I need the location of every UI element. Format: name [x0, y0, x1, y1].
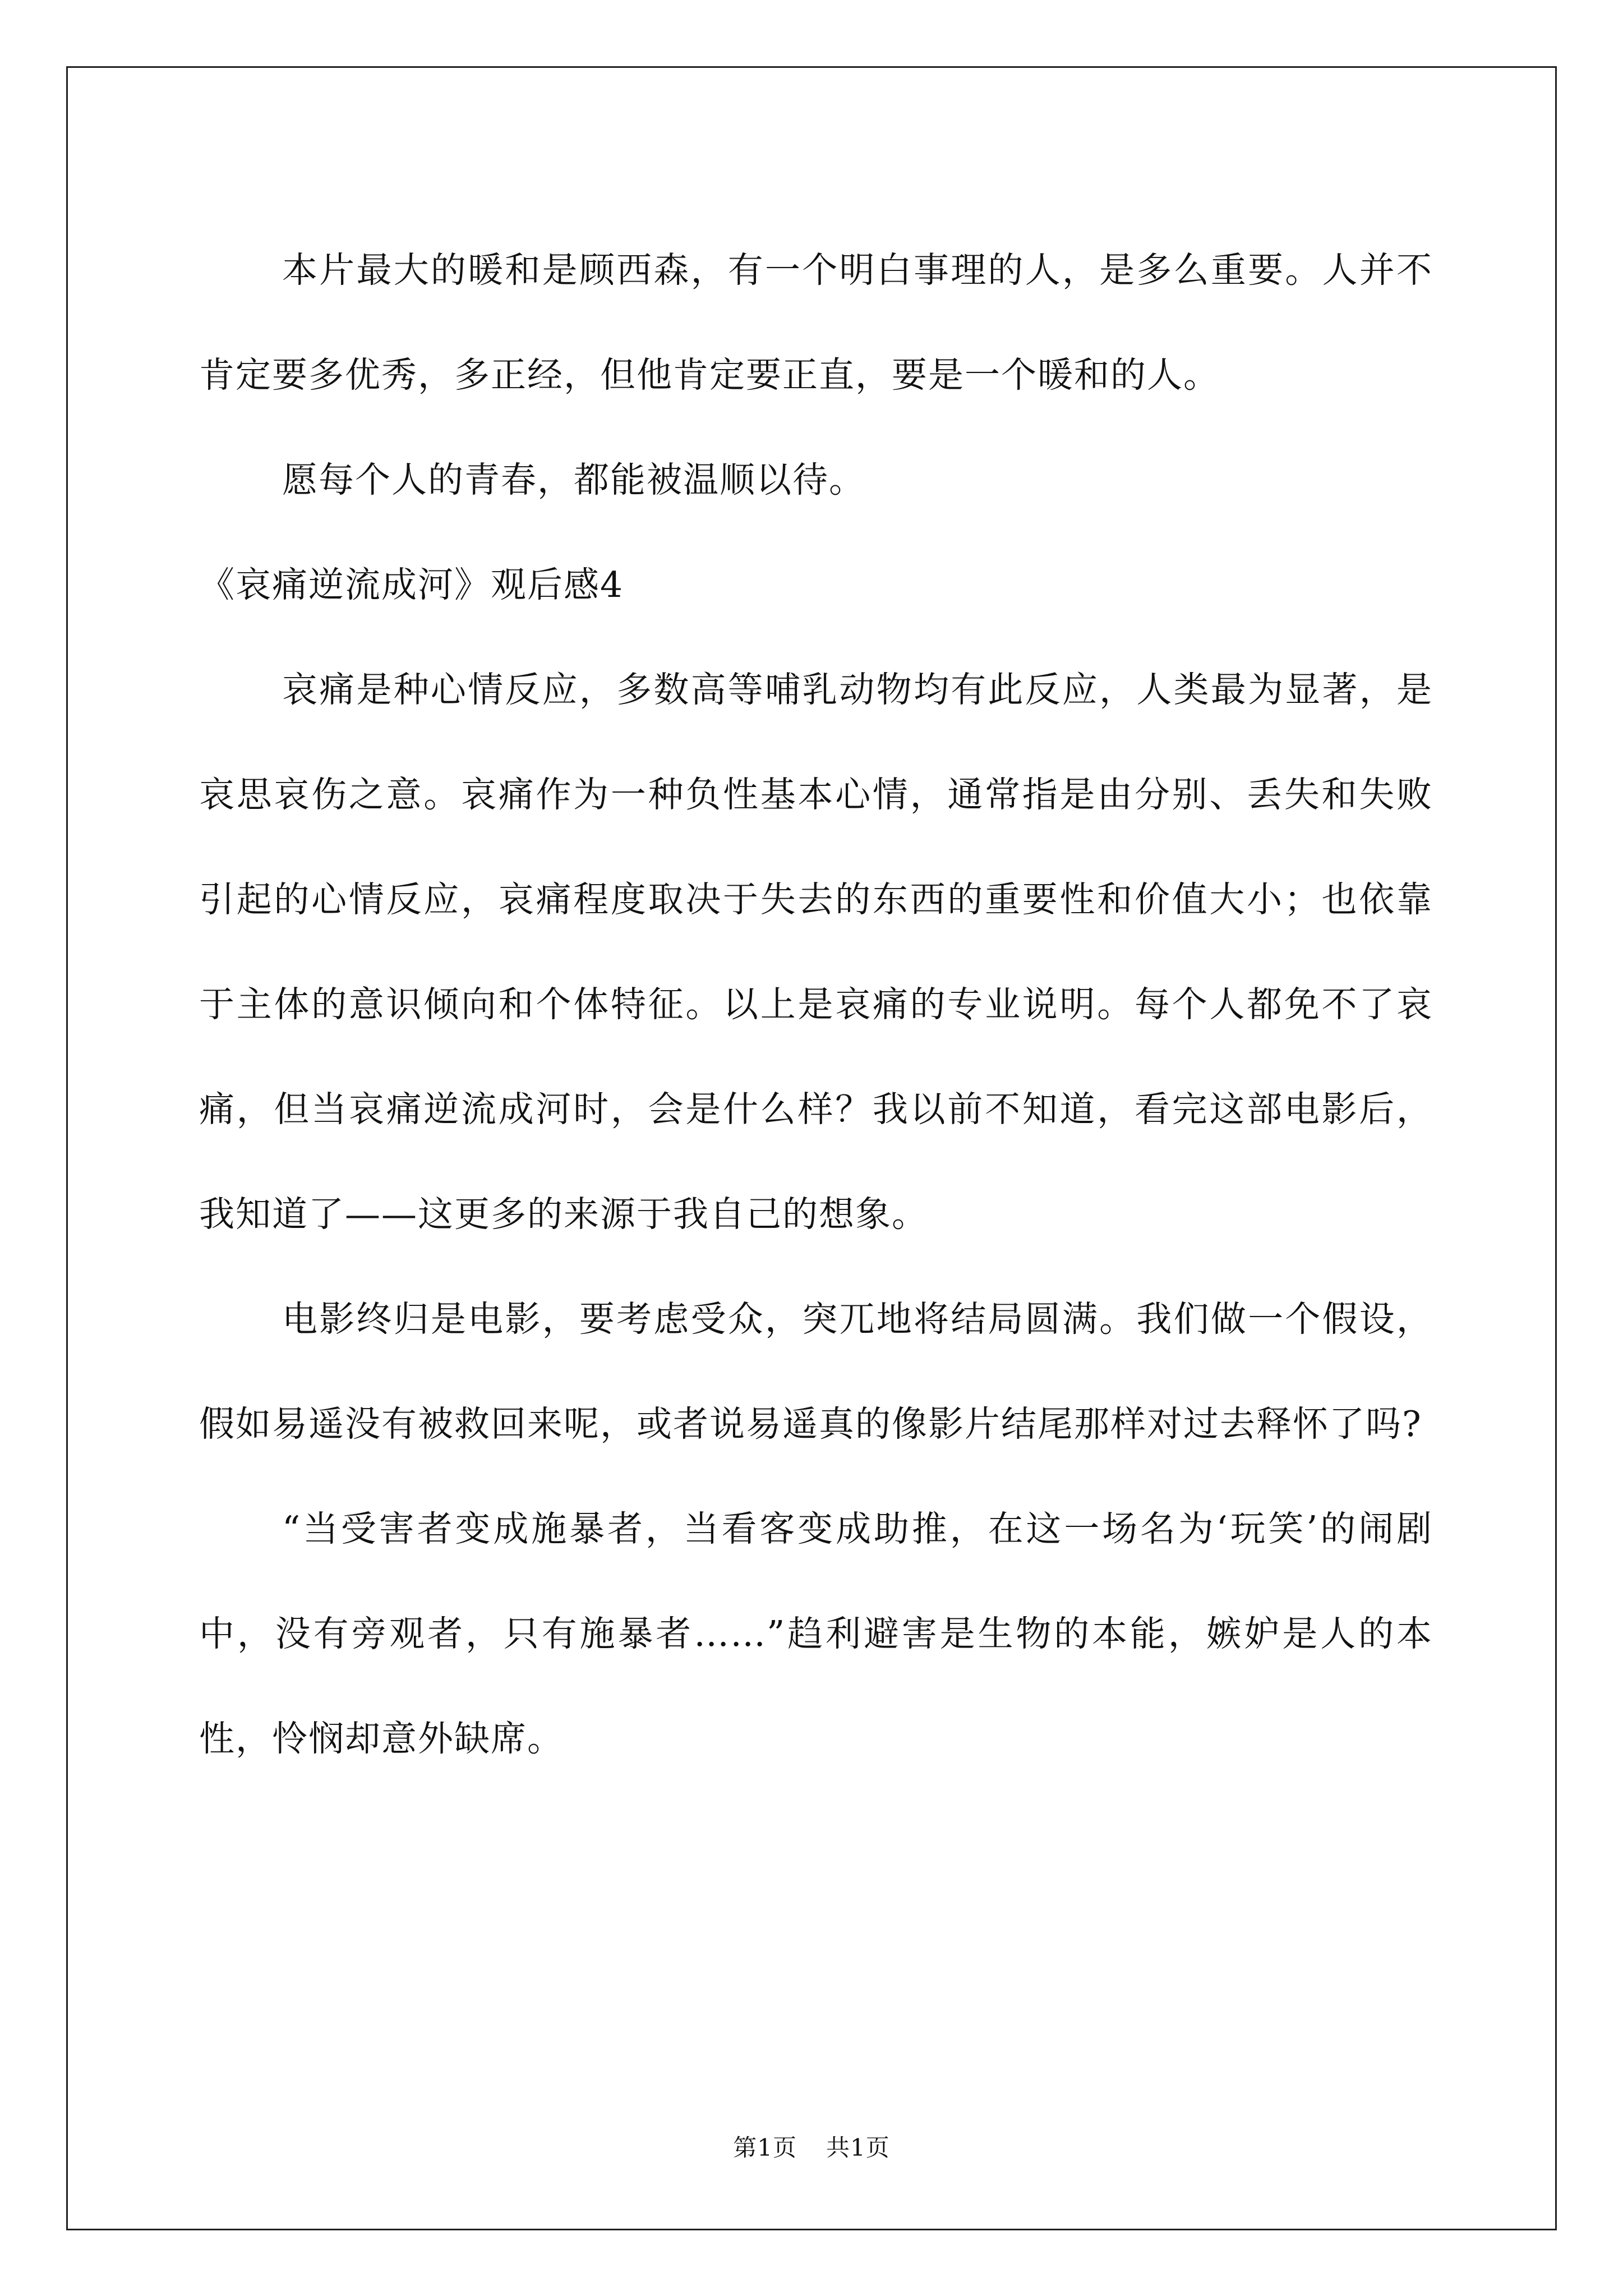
page-number-total: 共1页 [826, 2134, 890, 2161]
paragraph-warmth: 本片最大的暖和是顾西森，有一个明白事理的人，是多么重要。人并不肯定要多优秀，多正经，但他肯定要正直，要是一个暖和的人。 [199, 250, 1433, 395]
page-number-current: 第1页 [733, 2134, 797, 2161]
section-heading: 《哀痛逆流成河》观后感4 [199, 564, 624, 605]
document-body [199, 218, 1433, 1791]
paragraph-movie-ending: 电影终归是电影，要考虑受众，突兀地将结局圆满。我们做一个假设，假如易遥没有被救回来呢，或者说易遥真的像影片结尾那样对过去释怀了吗? [199, 1299, 1433, 1444]
paragraph-wish: 愿每个人的青春，都能被温顺以待。 [282, 459, 865, 500]
paragraph-quote: “当受害者变成施暴者，当看客变成助推，在这一场名为‘玩笑’的闹剧中，没有旁观者，只有施暴者……”趋利避害是生物的本能，嫉妒是人的本性，怜悯却意外缺席。 [199, 1508, 1433, 1759]
paragraph-sorrow-definition: 哀痛是种心情反应，多数高等哺乳动物均有此反应，人类最为显著，是哀思哀伤之意。哀痛作为一种负性基本心情，通常指是由分别、丢失和失败引起的心情反应，哀痛程度取决于失去的东西的重要性和价值大小；也依靠于主体的意识倾向和个体特征。以上是哀痛的专业说明。每个人都免不了哀痛，但当哀痛逆流成河时，会是什么样？我以前不知道，看完这部电影后，我知道了——这更多的来源于我自己的想象。 [199, 669, 1433, 1235]
page-footer [0, 2129, 1623, 2163]
